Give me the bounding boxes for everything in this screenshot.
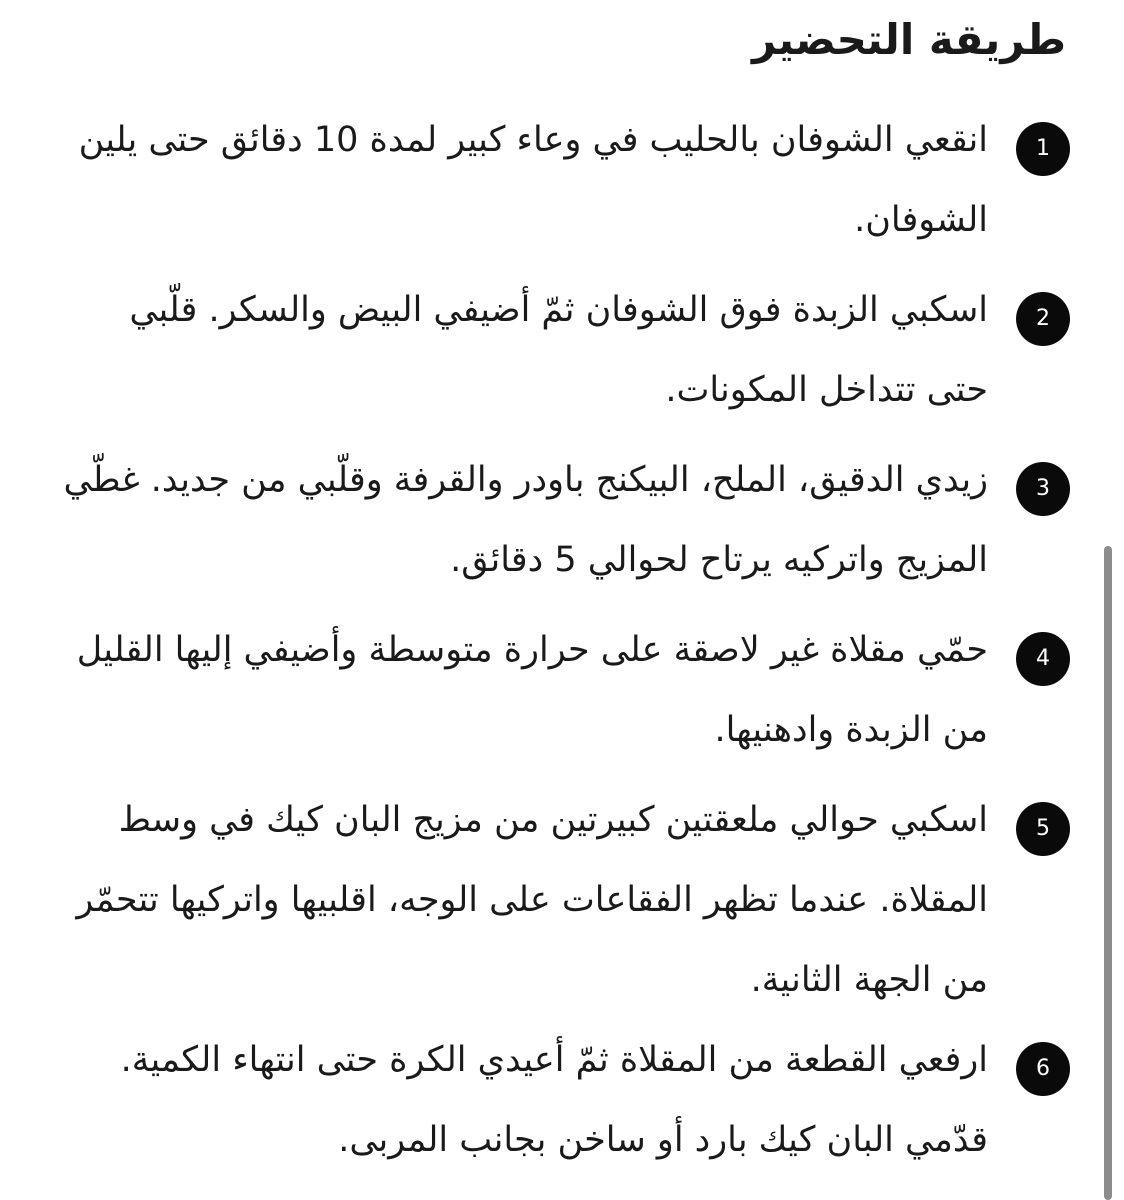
step-text: اسكبي الزبدة فوق الشوفان ثمّ أضيفي البيض والسكر. قلّبي حتى تتداخل المكونات.	[129, 290, 988, 410]
step-number-badge: 1	[1016, 122, 1070, 176]
step-text: اسكبي حوالي ملعقتين كبيرتين من مزيج البان كيك في وسط المقلاة. عندما تظهر الفقاعات على الوجه، اقلبيها واتركيها تتحمّر من الجهة الثانية.	[76, 800, 988, 1000]
step-number-badge: 3	[1016, 462, 1070, 516]
step-text: زيدي الدقيق، الملح، البيكنج باودر والقرفة وقلّبي من جديد. غطّي المزيج واتركيه يرتاح لحوالي 5 دقائق.	[63, 460, 988, 580]
step-text: انقعي الشوفان بالحليب في وعاء كبير لمدة 10 دقائق حتى يلين الشوفان.	[78, 120, 988, 240]
step-text: ارفعي القطعة من المقلاة ثمّ أعيدي الكرة حتى انتهاء الكمية. قدّمي البان كيك بارد أو ساخن بجانب المربى.	[120, 1040, 988, 1160]
step-number-badge: 4	[1016, 632, 1070, 686]
step-text: حمّي مقلاة غير لاصقة على حرارة متوسطة وأضيفي إليها القليل من الزبدة وادهنيها.	[76, 630, 988, 750]
step-number-badge: 5	[1016, 802, 1070, 856]
step-number-badge: 2	[1016, 292, 1070, 346]
section-title: طريقة التحضير	[751, 15, 1066, 64]
vertical-scrollbar[interactable]	[1104, 546, 1112, 1200]
step-number-badge: 6	[1016, 1042, 1070, 1096]
